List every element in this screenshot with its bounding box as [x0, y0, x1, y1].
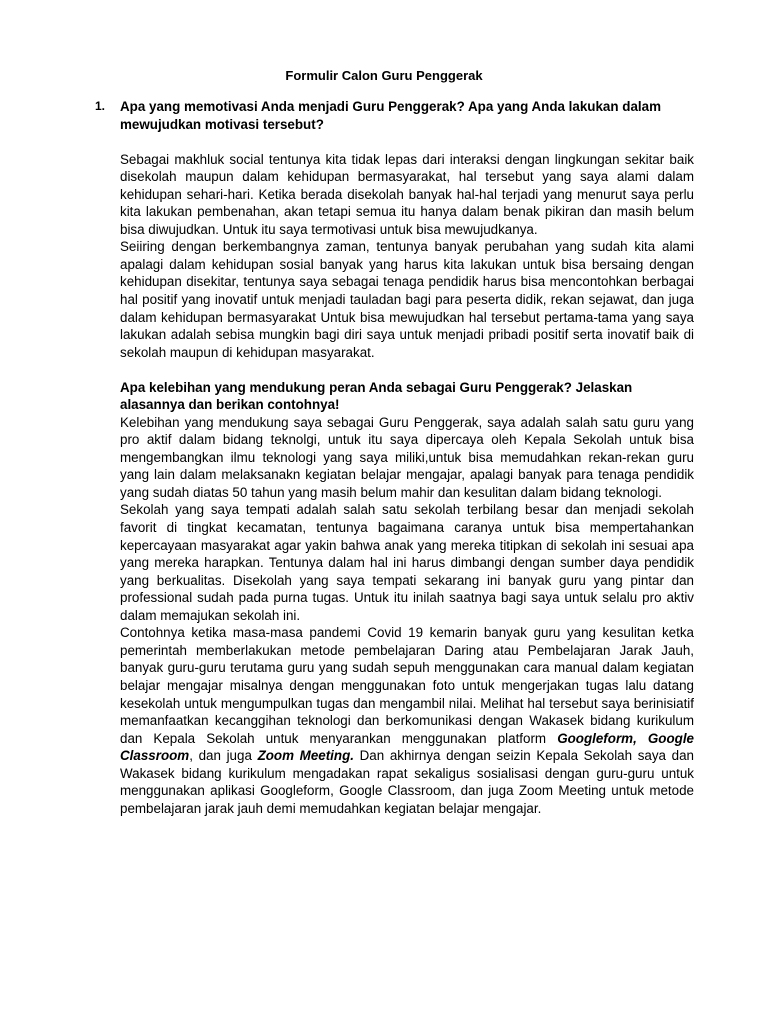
question-1-text: Apa yang memotivasi Anda menjadi Guru Penggerak? Apa yang Anda lakukan dalam mewujudkan motivasi tersebut?: [120, 99, 661, 132]
example-text-part-1: Contohnya ketika masa-masa pandemi Covid 19 kemarin banyak guru yang kesulitan ketka pemerintah memberlakukan metode pembelajaran Daring atau Pembelajaran Jarak Jauh, banyak guru-guru terutama guru yang sudah sepuh menggunakan cara manual dalam kegiatan belajar mengajar misalnya dengan menggunakan foto untuk mengerjakan tugas lalu datang kesekolah untuk mengumpulkan tugas dan mengambil nilai. Melihat hal tersebut saya berinisiatif memanfaatkan kecanggihan teknologi dan berkomunikasi dengan Wakasek bidang kurikulum dan Kepala Sekolah untuk menyarankan menggunakan platform: [120, 625, 694, 746]
spacer: [120, 361, 694, 379]
spacer: [120, 133, 694, 151]
document-body: [95, 98, 694, 817]
example-text-part-2: , dan juga: [189, 748, 258, 764]
answer-2-paragraph-2: Sekolah yang saya tempati adalah salah satu sekolah terbilang besar dan menjadi sekolah favorit di tingkat kecamatan, tentunya bagaimana caranya untuk bisa mempertahankan kepercayaan masyarakat agar yakin bahwa anak yang mereka titipkan di sekolah ini sesuai apa yang mereka harapkan. Tentunya dalam hal ini harus dimbangi dengan sumber daya pendidik yang berkualitas. Disekolah yang saya tempati sekarang ini banyak guru yang pintar dan professional sudah pada purna tugas. Untuk itu inilah saatnya bagi saya untuk selalu pro aktiv dalam memajukan sekolah ini.: [120, 502, 694, 623]
example-text-part-3: Dan akhirnya dengan seizin Kepala Sekolah saya dan Wakasek bidang kurikulum mengadakan rapat sekaligus sosialisasi dengan guru-guru untuk menggunakan aplikasi Googleform, Google Classroom, dan juga Zoom Meeting untuk metode pembelajaran jarak jauh demi memudahkan kegiatan belajar mengajar.: [120, 748, 694, 816]
answer-2-example-paragraph: [120, 624, 694, 817]
answer-1-paragraph-1: Sebagai makhluk social tentunya kita tidak lepas dari interaksi dengan lingkungan sekitar baik disekolah maupun dalam kehidupan bermasyarakat, hal tersebut yang saya alami dalam kehidupan sehari-hari. Ketika berada disekolah banyak hal-hal terjadi yang menurut saya perlu kita lakukan pembenahan, akan tetapi semua itu hanya dalam benak pikiran dan masih belum bisa diwujudkan. Untuk itu saya termotivasi untuk bisa mewujudkanya.: [120, 151, 694, 237]
example-platform-names: Googleform, Google Classroom: [120, 730, 694, 764]
example-zoom-meeting: Zoom Meeting.: [257, 748, 354, 764]
question-2-text: Apa kelebihan yang mendukung peran Anda sebagai Guru Penggerak? Jelaskan alasannya dan berikan contohnya!: [120, 379, 633, 413]
question-1: [95, 98, 694, 133]
answer-2-paragraph-1: Kelebihan yang mendukung saya sebagai Guru Penggerak, saya adalah salah satu guru yang pro aktif dalam bidang teknolgi, untuk itu saya dipercaya oleh Kepala Sekolah untuk bisa mengembangkan ilmu teknologi yang saya miliki,untuk bisa memudahkan rekan-rekan guru yang lain dalam melaksanakn kegiatan belajar mengajar, apalagi banyak para tenaga pendidik yang sudah diatas 50 tahun yang masih belum mahir dan kesulitan dalam bidang teknologi.: [120, 414, 694, 500]
question-1-number: 1.: [95, 99, 106, 113]
answer-1-paragraph-2: Seiiring dengan berkembangnya zaman, tentunya banyak perubahan yang sudah kita alami apalagi dalam kehidupan sosial banyak yang harus kita lakukan untuk bisa bersaing dengan kehidupan disekitar, tentunya saya sebagai tenaga pendidik harus bisa mencontohkan berbagai hal positif yang inovatif untuk menjadi tauladan bagi para peserta didik, rekan sejawat, dan juga dalam kehidupan bermasyarakat Untuk bisa mewujudkan hal tersebut pertama-tama yang saya lakukan adalah sebisa mungkin bagi diri saya untuk menjadi pribadi positif serta inovatif baik di sekolah maupun di kehidupan masyarakat.: [120, 239, 694, 360]
question-2: [120, 379, 694, 414]
document-title: Formulir Calon Guru Penggerak: [285, 68, 483, 83]
